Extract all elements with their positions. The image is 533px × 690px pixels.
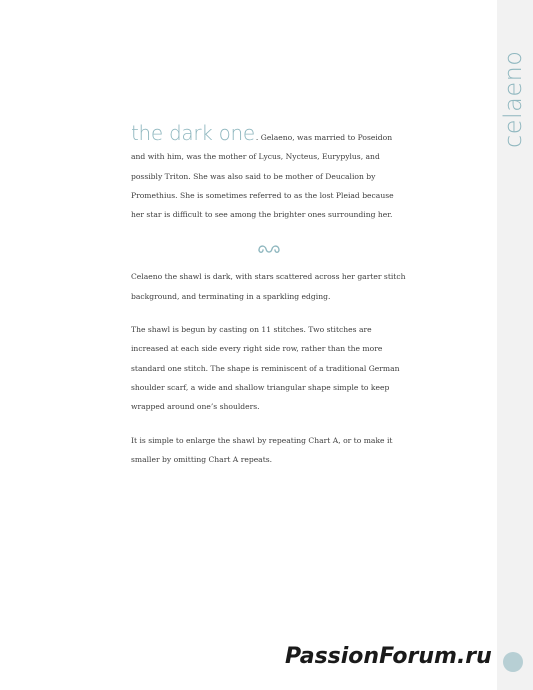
scroll-flourish-icon: [131, 240, 407, 254]
body-paragraph-3: It is simple to enlarge the shawl by repeating Chart A, or to make it smaller by omitting Chart A repeats.: [131, 435, 393, 464]
article-body: [131, 121, 407, 469]
watermark: PassionForum.ru: [285, 644, 492, 669]
intro-paragraph: [131, 121, 407, 224]
body-paragraph-1: Celaeno the shawl is dark, with stars scattered across her garter stitch background, and terminating in a sparkling edging.: [131, 272, 406, 301]
intro-text: . Gelaeno, was married to Poseidon and with him, was the mother of Lycus, Nycteus, Eurypylus, and possibly Triton. She was also said to be mother of Deucalion by Promethius. She is sometimes referred to as the lost Pleiad because her star is difficult to see among the brighter ones surrounding her.: [131, 133, 394, 220]
side-title: celaeno: [499, 50, 527, 148]
lead-heading: the dark one: [131, 121, 255, 145]
body-paragraph-2: The shawl is begun by casting on 11 stitches. Two stitches are increased at each side every right side row, rather than the more standard one stitch. The shape is reminiscent of a traditional German shoulder scarf, a wide and shallow triangular shape simple to keep wrapped around one’s shoulders.: [131, 325, 400, 412]
